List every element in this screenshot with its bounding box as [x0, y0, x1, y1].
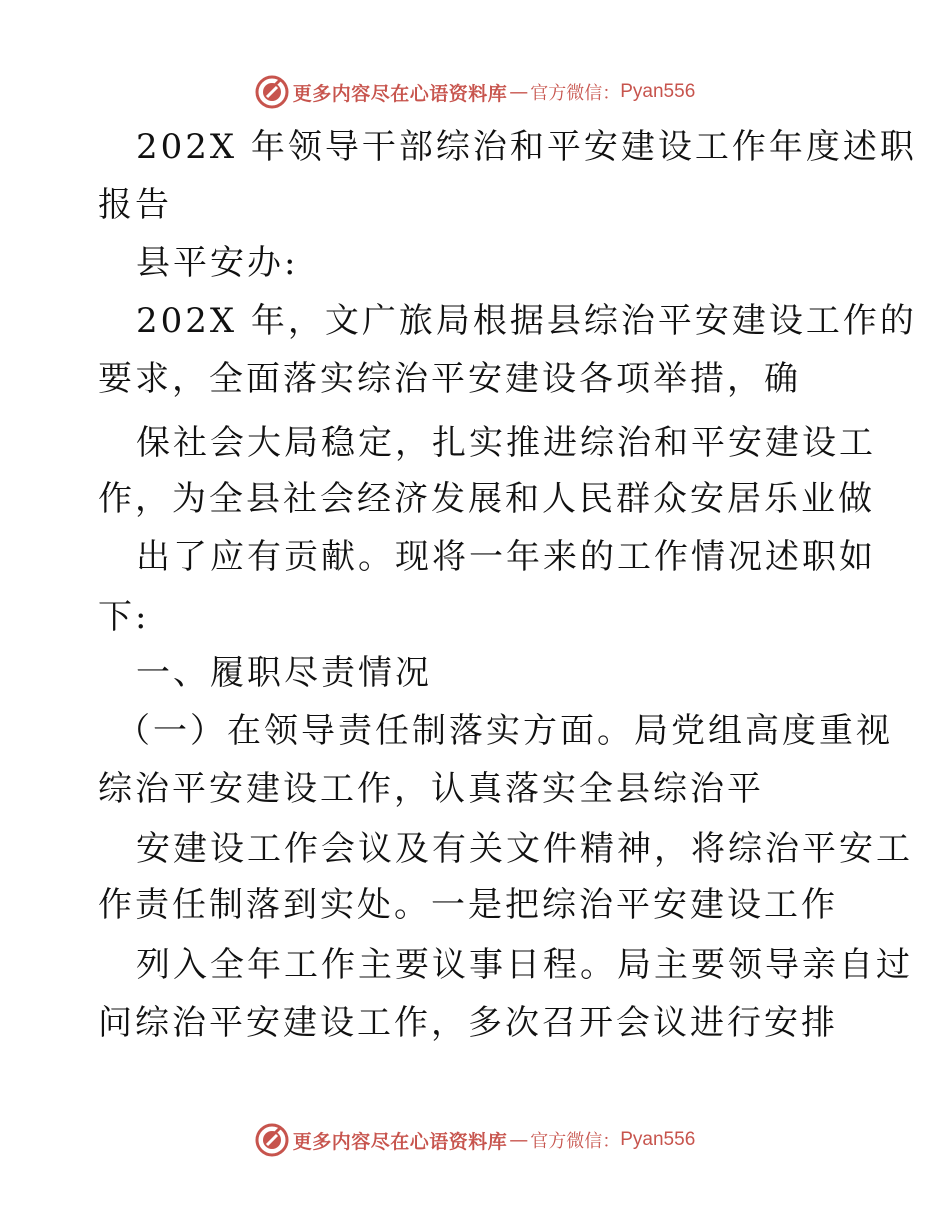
header-banner-wechat-label: 官方微信： [530, 83, 621, 104]
document-title-line-1: 202X 年领导干部综治和平安建设工作年度述职 [136, 127, 917, 167]
paragraph-line: 要求，全面落实综治平安建设各项举措，确 [98, 359, 801, 399]
footer-banner-wechat-id: Pyan556 [620, 1129, 696, 1150]
paragraph-line: 问综治平安建设工作，多次召开会议进行安排 [98, 1003, 838, 1043]
paragraph-line: 作责任制落到实处。一是把综治平安建设工作 [98, 885, 838, 925]
paragraph-line: 202X 年，文广旅局根据县综治平安建设工作的 [136, 301, 917, 341]
header-banner [0, 72, 950, 112]
paragraph-line: 列入全年工作主要议事日程。局主要领导亲自过 [136, 945, 913, 985]
paragraph-line: 作，为全县社会经济发展和人民群众安居乐业做 [98, 479, 875, 519]
footer-banner-wechat-label: 官方微信： [530, 1131, 621, 1152]
subsection-heading-line: （一）在领导责任制落实方面。局党组高度重视 [116, 711, 893, 751]
document-title-line-2: 报告 [98, 185, 172, 225]
header-banner-wechat-id: Pyan556 [620, 81, 696, 102]
header-banner-dash: — [509, 81, 529, 103]
paragraph-line: 安建设工作会议及有关文件精神，将综治平安工 [136, 829, 913, 869]
addressee: 县平安办: [136, 243, 299, 283]
brand-logo-icon [255, 1123, 289, 1157]
paragraph-line: 综治平安建设工作，认真落实全县综治平 [98, 769, 764, 809]
section-heading: 一、履职尽责情况 [136, 653, 432, 693]
header-banner-title: 更多内容尽在心语资料库 [292, 82, 508, 105]
paragraph-line: 出了应有贡献。现将一年来的工作情况述职如 [136, 537, 876, 577]
paragraph-line: 保社会大局稳定，扎实推进综治和平安建设工 [136, 423, 876, 463]
footer-banner-title: 更多内容尽在心语资料库 [292, 1130, 508, 1153]
footer-banner-dash: — [509, 1129, 529, 1151]
footer-banner [0, 1120, 950, 1160]
brand-logo-icon [255, 75, 289, 109]
paragraph-line: 下: [98, 597, 150, 637]
